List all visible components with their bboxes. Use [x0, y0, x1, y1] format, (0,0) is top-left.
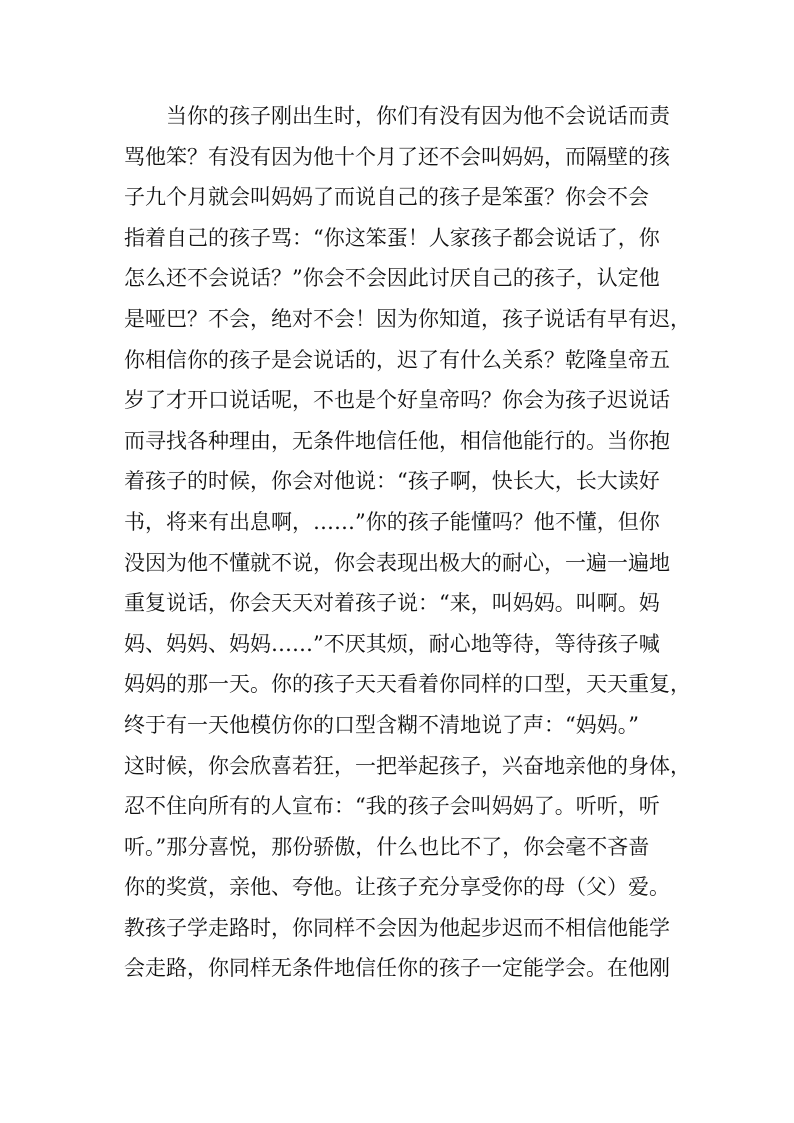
text-line: 当你的孩子刚出生时，你们有没有因为他不会说话而责	[166, 104, 670, 128]
text-line: 妈、妈妈、妈妈……”不厌其烦，耐心地等待，等待孩子喊	[124, 631, 660, 656]
text-line: 会走路，你同样无条件地信任你的孩子一定能学会。在他刚	[124, 956, 670, 981]
text-line: 听。”那分喜悦，那份骄傲，什么也比不了，你会毫不吝啬	[124, 834, 650, 859]
text-line: 骂他笨？有没有因为他十个月了还不会叫妈妈，而隔壁的孩	[124, 144, 670, 169]
text-line: 怎么还不会说话？”你会不会因此讨厌自己的孩子，认定他	[124, 266, 660, 291]
text-line: 岁了才开口说话呢，不也是个好皇帝吗？你会为孩子迟说话	[124, 388, 670, 413]
text-line: 重复说话，你会天天对着孩子说：“来，叫妈妈。叫啊。妈	[124, 591, 660, 616]
text-line: 是哑巴？不会，绝对不会！因为你知道，孩子说话有早有迟，	[124, 306, 691, 331]
text-line: 你相信你的孩子是会说话的，迟了有什么关系？乾隆皇帝五	[124, 347, 670, 372]
text-line: 书，将来有出息啊，……”你的孩子能懂吗？他不懂，但你	[124, 509, 660, 534]
text-line: 你的奖赏，亲他、夸他。让孩子充分享受你的母（父）爱。	[124, 875, 670, 900]
text-line: 这时候，你会欣喜若狂，一把举起孩子，兴奋地亲他的身体，	[124, 753, 691, 778]
text-line: 没因为他不懂就不说，你会表现出极大的耐心，一遍一遍地	[124, 550, 670, 575]
text-line: 着孩子的时候，你会对他说：“孩子啊，快长大，长大读好	[124, 469, 660, 494]
body-paragraph	[124, 96, 691, 989]
text-line: 忍不住向所有的人宣布：“我的孩子会叫妈妈了。听听，听	[124, 794, 660, 819]
text-line: 终于有一天他模仿你的口型含糊不清地说了声：“妈妈。”	[124, 712, 639, 737]
text-line: 子九个月就会叫妈妈了而说自己的孩子是笨蛋？你会不会	[124, 185, 649, 210]
text-line: 而寻找各种理由，无条件地信任他，相信他能行的。当你抱	[124, 428, 670, 453]
text-line: 指着自己的孩子骂：“你这笨蛋！人家孩子都会说话了，你	[124, 225, 660, 250]
text-line: 教孩子学走路时，你同样不会因为他起步迟而不相信他能学	[124, 915, 670, 940]
text-line: 妈妈的那一天。你的孩子天天看着你同样的口型，天天重复，	[124, 672, 691, 697]
